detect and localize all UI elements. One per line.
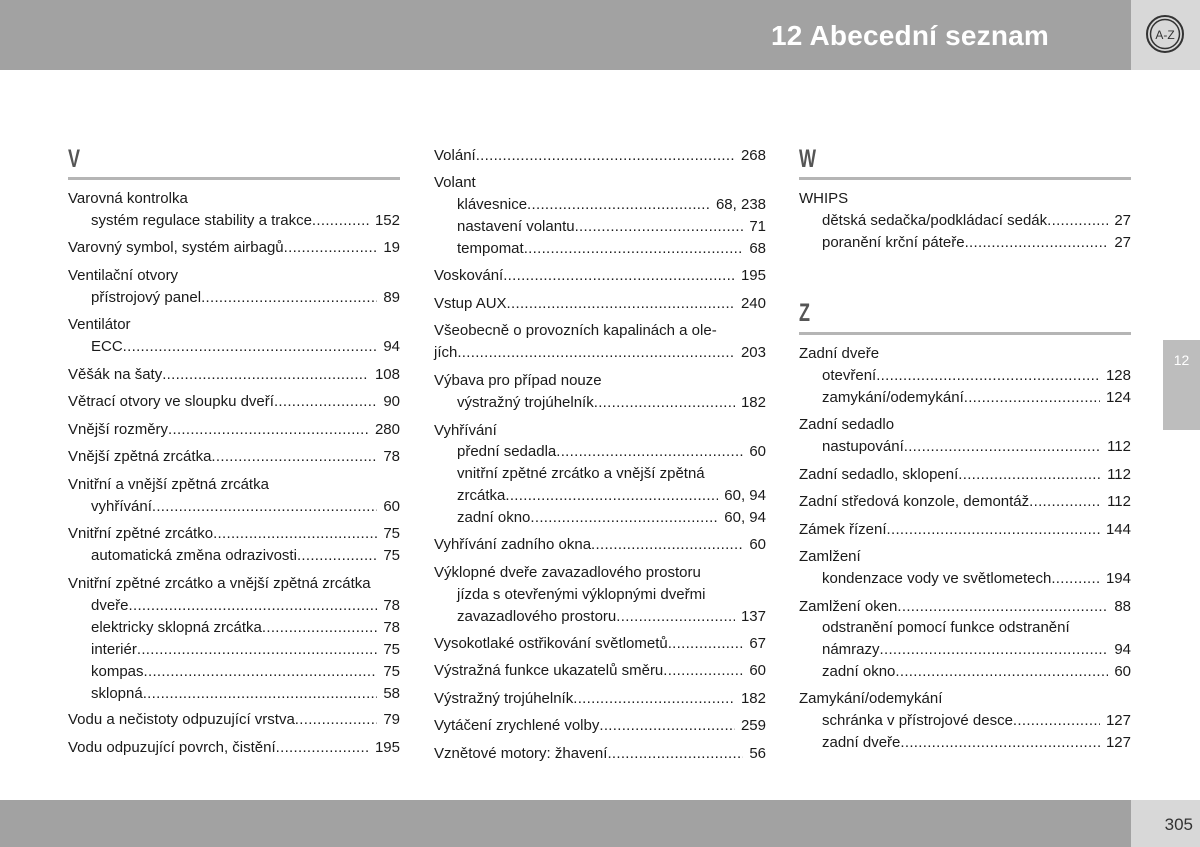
index-entry (434, 145, 766, 167)
index-entry (68, 446, 400, 468)
entry-text: Zadní sedadlo (799, 416, 895, 433)
index-subentry (91, 336, 400, 358)
index-subentry (457, 216, 766, 238)
entry-text: dětská sedačka/podkládací sedák (822, 212, 1048, 229)
index-entry (68, 265, 400, 287)
page-reference: 58 (383, 685, 400, 702)
dot-leader (1013, 710, 1100, 732)
index-entry (434, 370, 766, 392)
dot-leader (297, 545, 377, 567)
dot-leader (880, 639, 1109, 661)
entry-text: jích (434, 344, 458, 361)
dot-leader (575, 216, 744, 238)
dot-leader (137, 639, 377, 661)
entry-text: nastupování (822, 438, 904, 455)
page-reference: 60 (383, 498, 400, 515)
index-subentry (822, 639, 1131, 661)
entry-text: schránka v přístrojové desce (822, 712, 1013, 729)
page-reference: 144 (1105, 521, 1131, 538)
section-rule (68, 177, 400, 180)
section-rule (799, 177, 1131, 180)
entry-text: Vodu a nečistoty odpuzující vrstva (68, 711, 295, 728)
page-reference: 195 (740, 267, 766, 284)
page-reference: 27 (1114, 212, 1131, 229)
page-reference: 56 (749, 745, 766, 762)
index-entry (68, 709, 400, 731)
dot-leader (895, 661, 1108, 683)
dot-leader (527, 194, 710, 216)
entry-text: Vznětové motory: žhavení (434, 745, 608, 762)
page-reference: 94 (383, 338, 400, 355)
entry-text: Vnější zpětná zrcátka (68, 448, 212, 465)
index-entry (434, 743, 766, 765)
entry-text: ECC (91, 338, 123, 355)
footer-bar (0, 800, 1131, 847)
index-subentry (822, 710, 1131, 732)
page-reference: 68 (749, 240, 766, 257)
page-reference: 60 (749, 536, 766, 553)
entry-text: námrazy (822, 641, 880, 658)
dot-leader (607, 743, 743, 765)
entry-text: Vyhřívání zadního okna (434, 536, 592, 553)
dot-leader (599, 715, 735, 737)
entry-text: Věšák na šaty (68, 366, 163, 383)
page-reference: 112 (1107, 493, 1131, 510)
entry-text: Větrací otvory ve sloupku dveří (68, 393, 274, 410)
entry-text: Zadní sedadlo, sklopení (799, 466, 959, 483)
page-reference: 94 (1114, 641, 1131, 658)
entry-text: Vnitřní zpětné zrcátko (68, 525, 214, 542)
index-subentry (457, 584, 766, 606)
entry-text: nastavení volantu (457, 218, 575, 235)
entry-text: Ventilační otvory (68, 267, 179, 284)
dot-leader (964, 387, 1100, 409)
entry-text: tempomat (457, 240, 524, 257)
index-entry (68, 314, 400, 336)
index-entry (68, 474, 400, 496)
dot-leader (573, 688, 735, 710)
index-entry (434, 265, 766, 287)
page-reference: 128 (1105, 367, 1131, 384)
page-reference: 127 (1105, 712, 1131, 729)
dot-leader (897, 596, 1108, 618)
entry-text: Varovná kontrolka (68, 190, 188, 207)
dot-leader (965, 232, 1109, 254)
index-entry (68, 523, 400, 545)
index-entry (799, 688, 1131, 710)
dot-leader (1047, 210, 1108, 232)
page-reference: 259 (740, 717, 766, 734)
entry-text: Zadní dveře (799, 345, 880, 362)
dot-leader (900, 732, 1100, 754)
a-z-badge-text: A-Z (1155, 28, 1175, 42)
index-entry (799, 188, 1131, 210)
page-reference: 27 (1114, 234, 1131, 251)
dot-leader (530, 507, 718, 529)
page-reference: 112 (1107, 466, 1131, 483)
page-reference: 60, 94 (724, 487, 766, 504)
index-entry (68, 737, 400, 759)
index-subentry (822, 661, 1131, 683)
index-entry (799, 519, 1131, 541)
page-reference: 78 (383, 619, 400, 636)
page-reference: 60 (749, 443, 766, 460)
page-reference: 75 (383, 663, 400, 680)
index-subentry (457, 485, 766, 507)
header-bar (0, 0, 1131, 70)
index-entry (799, 546, 1131, 568)
entry-text: Voskování (434, 267, 504, 284)
page-reference: 71 (749, 218, 766, 235)
entry-text: Vodu odpuzující povrch, čistění (68, 739, 276, 756)
entry-text: zadní dveře (822, 734, 901, 751)
page-reference: 88 (1114, 598, 1131, 615)
index-entry (434, 342, 766, 364)
entry-text: Zámek řízení (799, 521, 887, 538)
index-subentry (91, 210, 400, 232)
index-subentry (91, 496, 400, 518)
section-rule (799, 332, 1131, 335)
index-entry (434, 688, 766, 710)
dot-leader (276, 737, 369, 759)
index-subentry (822, 210, 1131, 232)
index-entry (68, 391, 400, 413)
index-subentry (91, 683, 400, 705)
entry-text: zrcátka (457, 487, 506, 504)
entry-text: přístrojový panel (91, 289, 202, 306)
page-reference: 19 (383, 239, 400, 256)
dot-leader (262, 617, 377, 639)
index-subentry (91, 287, 400, 309)
page-reference: 127 (1105, 734, 1131, 751)
index-entry (434, 715, 766, 737)
dot-leader (457, 342, 735, 364)
entry-text: automatická změna odrazivosti (91, 547, 297, 564)
entry-text: jízda s otevřenými výklopnými dveřmi (457, 586, 706, 603)
entry-text: Vnitřní a vnější zpětná zrcátka (68, 476, 269, 493)
index-entry (434, 293, 766, 315)
entry-text: zavazadlového prostoru (457, 608, 617, 625)
page-reference: 137 (740, 608, 766, 625)
section-letter-w: W (799, 145, 816, 173)
dot-leader (274, 391, 377, 413)
entry-text: Zamykání/odemykání (799, 690, 943, 707)
index-entry (68, 364, 400, 386)
page-reference: 67 (749, 635, 766, 652)
dot-leader (958, 464, 1101, 486)
dot-leader (213, 523, 377, 545)
dot-leader (663, 660, 743, 682)
index-entry (799, 596, 1131, 618)
dot-leader (507, 293, 735, 315)
page-reference: 60, 94 (724, 509, 766, 526)
page-reference: 280 (374, 421, 400, 438)
index-entry (799, 414, 1131, 436)
dot-leader (594, 392, 735, 414)
index-subentry (822, 436, 1131, 458)
entry-text: elektricky sklopná zrcátka (91, 619, 262, 636)
entry-text: Výklopné dveře zavazadlového prostoru (434, 564, 701, 581)
index-subentry (91, 617, 400, 639)
index-subentry (457, 463, 766, 485)
entry-text: Vytáčení zrychlené volby (434, 717, 600, 734)
a-z-icon (1145, 14, 1185, 54)
az-badge (1131, 0, 1200, 70)
section-letter-z: Z (799, 299, 811, 327)
index-subentry (91, 545, 400, 567)
dot-leader (904, 436, 1101, 458)
entry-text: WHIPS (799, 190, 849, 207)
page-number-box (1131, 800, 1200, 847)
dot-leader (616, 606, 735, 628)
entry-text: systém regulace stability a trakce (91, 212, 312, 229)
dot-leader (887, 519, 1100, 541)
dot-leader (144, 661, 378, 683)
page-reference: 194 (1105, 570, 1131, 587)
index-entry (434, 534, 766, 556)
index-entry (434, 562, 766, 584)
dot-leader (123, 336, 378, 358)
entry-text: odstranění pomocí funkce odstranění (822, 619, 1070, 636)
dot-leader (162, 364, 369, 386)
index-entry (68, 237, 400, 259)
entry-text: Výstražná funkce ukazatelů směru (434, 662, 664, 679)
page-reference: 268 (740, 147, 766, 164)
index-entry (434, 320, 766, 342)
index-subentry (822, 232, 1131, 254)
index-entry (799, 464, 1131, 486)
page-reference: 78 (383, 597, 400, 614)
index-subentry (457, 507, 766, 529)
index-subentry (457, 238, 766, 260)
page-number: 305 (1164, 815, 1193, 834)
entry-text: vnitřní zpětné zrcátko a vnější zpětná (457, 465, 705, 482)
index-subentry (822, 617, 1131, 639)
index-subentry (822, 365, 1131, 387)
index-entry (68, 573, 400, 595)
page-reference: 60 (749, 662, 766, 679)
entry-text: přední sedadla (457, 443, 557, 460)
dot-leader (476, 145, 735, 167)
index-subentry (457, 194, 766, 216)
dot-leader (556, 441, 743, 463)
entry-text: kompas (91, 663, 144, 680)
index-subentry (457, 392, 766, 414)
index-subentry (457, 606, 766, 628)
index-subentry (91, 639, 400, 661)
page-reference: 60 (1114, 663, 1131, 680)
index-subentry (822, 387, 1131, 409)
entry-text: zamykání/odemykání (822, 389, 964, 406)
index-subentry (457, 441, 766, 463)
entry-text: Zamlžení (799, 548, 861, 565)
page-reference: 195 (374, 739, 400, 756)
dot-leader (503, 265, 735, 287)
index-subentry (91, 595, 400, 617)
entry-text: sklopná (91, 685, 143, 702)
entry-text: Zadní středová konzole, demontáž (799, 493, 1030, 510)
page-reference: 152 (374, 212, 400, 229)
entry-text: výstražný trojúhelník (457, 394, 594, 411)
entry-text: Ventilátor (68, 316, 131, 333)
entry-text: Zamlžení oken (799, 598, 898, 615)
index-entry (434, 172, 766, 194)
dot-leader (876, 365, 1100, 387)
entry-text: Volání (434, 147, 476, 164)
dot-leader (152, 496, 377, 518)
entry-text: Vyhřívání (434, 422, 497, 439)
page-reference: 108 (374, 366, 400, 383)
chapter-tab-label: 12 (1173, 352, 1190, 368)
index-entry (434, 420, 766, 442)
page-reference: 240 (740, 295, 766, 312)
entry-text: Varovný symbol, systém airbagů (68, 239, 284, 256)
page-reference: 203 (740, 344, 766, 361)
entry-text: klávesnice (457, 196, 528, 213)
chapter-tab (1163, 340, 1200, 430)
page-reference: 78 (383, 448, 400, 465)
page-reference: 182 (740, 394, 766, 411)
entry-text: Volant (434, 174, 476, 191)
page-reference: 90 (383, 393, 400, 410)
entry-text: dveře (91, 597, 129, 614)
index-subentry (91, 661, 400, 683)
dot-leader (524, 238, 744, 260)
page-reference: 182 (740, 690, 766, 707)
page-title: 12 Abecední seznam (770, 20, 1049, 51)
page-reference: 75 (383, 547, 400, 564)
index-entry (799, 491, 1131, 513)
entry-text: Výstražný trojúhelník (434, 690, 574, 707)
index-entry (68, 188, 400, 210)
index-entry (68, 419, 400, 441)
entry-text: Výbava pro případ nouze (434, 372, 602, 389)
dot-leader (129, 595, 378, 617)
entry-text: interiér (91, 641, 137, 658)
dot-leader (312, 210, 369, 232)
dot-leader (591, 534, 743, 556)
dot-leader (168, 419, 369, 441)
entry-text: Vstup AUX (434, 295, 507, 312)
dot-leader (1051, 568, 1100, 590)
index-entry (434, 633, 766, 655)
entry-text: Vnější rozměry (68, 421, 169, 438)
entry-text: poranění krční páteře (822, 234, 965, 251)
page-reference: 68, 238 (715, 196, 766, 213)
dot-leader (284, 237, 378, 259)
page-reference: 89 (383, 289, 400, 306)
index-subentry (822, 568, 1131, 590)
section-letter-v: V (68, 145, 81, 173)
dot-leader (211, 446, 377, 468)
dot-leader (295, 709, 378, 731)
dot-leader (143, 683, 378, 705)
dot-leader (505, 485, 718, 507)
entry-text: zadní okno (822, 663, 896, 680)
page-reference: 75 (383, 641, 400, 658)
entry-text: zadní okno (457, 509, 531, 526)
index-subentry (822, 732, 1131, 754)
entry-text: Vysokotlaké ostřikování světlometů (434, 635, 668, 652)
entry-text: kondenzace vody ve světlometech (822, 570, 1052, 587)
entry-text: Všeobecně o provozních kapalinách a ole- (434, 322, 717, 339)
entry-text: otevření (822, 367, 877, 384)
dot-leader (668, 633, 744, 655)
page-reference: 79 (383, 711, 400, 728)
page-reference: 75 (383, 525, 400, 542)
page-reference: 124 (1105, 389, 1131, 406)
entry-text: Vnitřní zpětné zrcátko a vnější zpětná zrcátka (68, 575, 371, 592)
entry-text: vyhřívání (91, 498, 152, 515)
page-reference: 112 (1107, 438, 1131, 455)
index-entry (799, 343, 1131, 365)
dot-leader (1029, 491, 1101, 513)
index-entry (434, 660, 766, 682)
dot-leader (201, 287, 377, 309)
